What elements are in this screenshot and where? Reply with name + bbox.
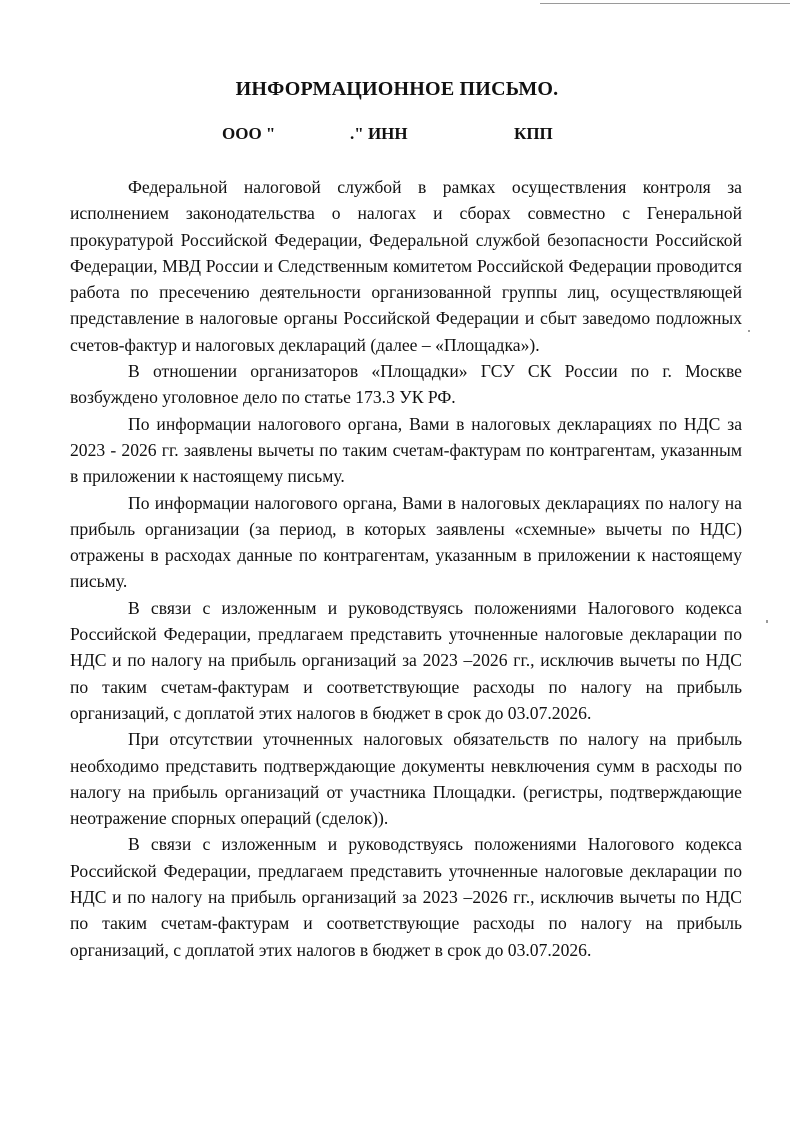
org-prefix: ООО ": [222, 124, 276, 143]
paragraph-4: По информации налогового органа, Вами в налоговых декларациях по налогу на прибыль организации (за период, в которых заявлены «схемные» вычеты по НДС) отражены в расходах данные по контрагентам, указанным в приложении к настоящему письму.: [70, 492, 742, 592]
paragraph-2: В отношении организаторов «Площадки» ГСУ СК России по г. Москве возбуждено уголовное дело по статье 173.3 УК РФ.: [70, 361, 742, 408]
scan-artifact-dot: [748, 330, 750, 332]
paragraph-6: При отсутствии уточненных налоговых обязательств по налогу на прибыль необходимо представить подтверждающие документы невключения сумм в расходы по налогу на прибыль организаций от участника Площадки. (регистры, подтверждающие неотражение спорных операций (сделок)).: [70, 729, 742, 829]
org-name-close-and-inn-label: ." ИНН: [350, 124, 408, 143]
paragraph-5: В связи с изложенным и руководствуясь положениями Налогового кодекса Российской Федерации, предлагаем представить уточненные налоговые декларации по НДС и по налогу на прибыль организаций за 2023 –2026 гг., исключив вычеты по НДС по таким счетам-фактурам и соответствующие расходы по налогу на прибыль организаций, с доплатой этих налогов в бюджет в срок до 03.07.2026.: [70, 597, 742, 723]
paragraph-3: По информации налогового органа, Вами в налоговых декларациях по НДС за 2023 - 2026 гг. заявлены вычеты по таким счетам-фактурам по контрагентам, указанным в приложении к настоящему письму.: [70, 413, 742, 487]
paragraph-1: Федеральной налоговой службой в рамках осуществления контроля за исполнением законодательства о налогах и сборах совместно с Генеральной прокуратурой Российской Федерации, Федеральной службой безопасности Российской Федерации, МВД России и Следственным комитетом Российской Федерации проводится работа по пресечению деятельности организованной группы лиц, осуществляющей представление в налоговые органы Российской Федерации и сбыт заведомо подложных счетов-фактур и налоговых деклараций (далее – «Площадка»).: [70, 177, 742, 355]
scan-artifact-dot: [766, 620, 768, 623]
kpp-label: КПП: [514, 124, 553, 143]
paragraph-7: В связи с изложенным и руководствуясь положениями Налогового кодекса Российской Федерации, предлагаем представить уточненные налоговые декларации по НДС и по налогу на прибыль организаций за 2023 –2026 гг., исключив вычеты по НДС по таким счетам-фактурам и соответствующие расходы по налогу на прибыль организаций, с доплатой этих налогов в бюджет в срок до 03.07.2026.: [70, 834, 742, 960]
letter-title: ИНФОРМАЦИОННОЕ ПИСЬМО.: [235, 78, 559, 100]
scan-artifact-line: [540, 3, 790, 4]
letter-body: [70, 174, 742, 963]
